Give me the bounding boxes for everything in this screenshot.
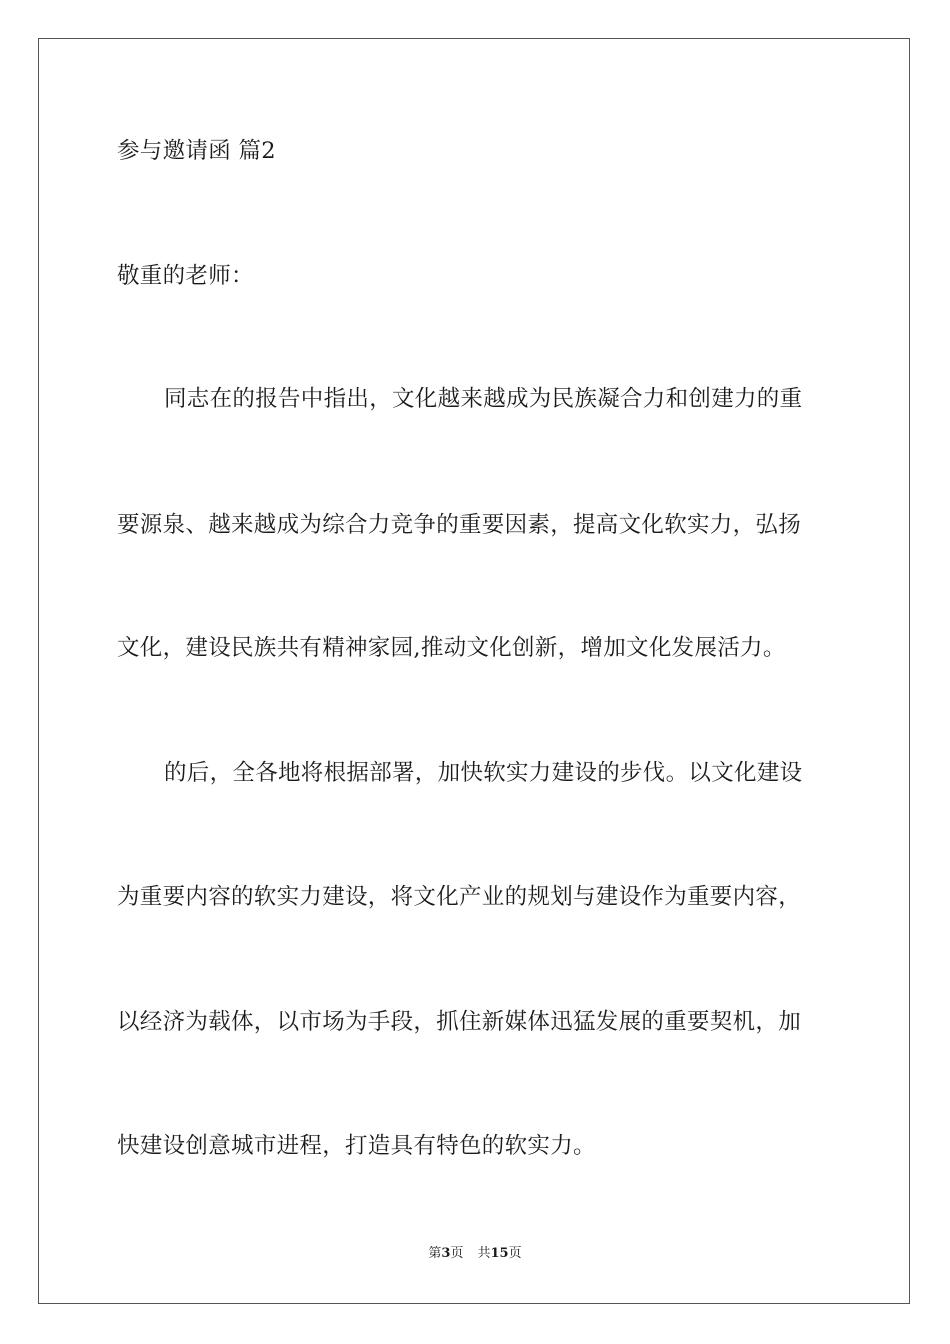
salutation: 敬重的老师：	[117, 263, 254, 289]
paragraph-2-line-4: 快建设创意城市进程，打造具有特色的软实力。	[117, 1133, 596, 1159]
total-prefix: 共	[477, 1246, 491, 1261]
paragraph-2-line-2: 为重要内容的软实力建设，将文化产业的规划与建设作为重要内容，	[117, 884, 802, 910]
page-footer	[0, 1245, 950, 1263]
document-heading: 参与邀请函 篇2	[117, 138, 276, 164]
page-prefix: 第	[428, 1246, 442, 1261]
paragraph-1-line-1: 同志在的报告中指出，文化越来越成为民族凝合力和创建力的重	[164, 386, 803, 412]
current-page-number: 3	[441, 1246, 451, 1261]
paragraph-1-line-2: 要源泉、越来越成为综合力竞争的重要因素，提高文化软实力，弘扬	[117, 512, 802, 538]
total-suffix: 页	[508, 1246, 522, 1261]
page-suffix: 页	[450, 1246, 464, 1261]
paragraph-2-line-1: 的后，全各地将根据部署，加快软实力建设的步伐。以文化建设	[164, 760, 803, 786]
total-page-count: 15	[490, 1246, 509, 1261]
page-border	[38, 38, 910, 1304]
paragraph-2-line-3: 以经济为载体，以市场为手段，抓住新媒体迅猛发展的重要契机，加	[117, 1009, 802, 1035]
paragraph-1-line-3: 文化，建设民族共有精神家园,推动文化创新，增加文化发展活力。	[117, 635, 786, 661]
